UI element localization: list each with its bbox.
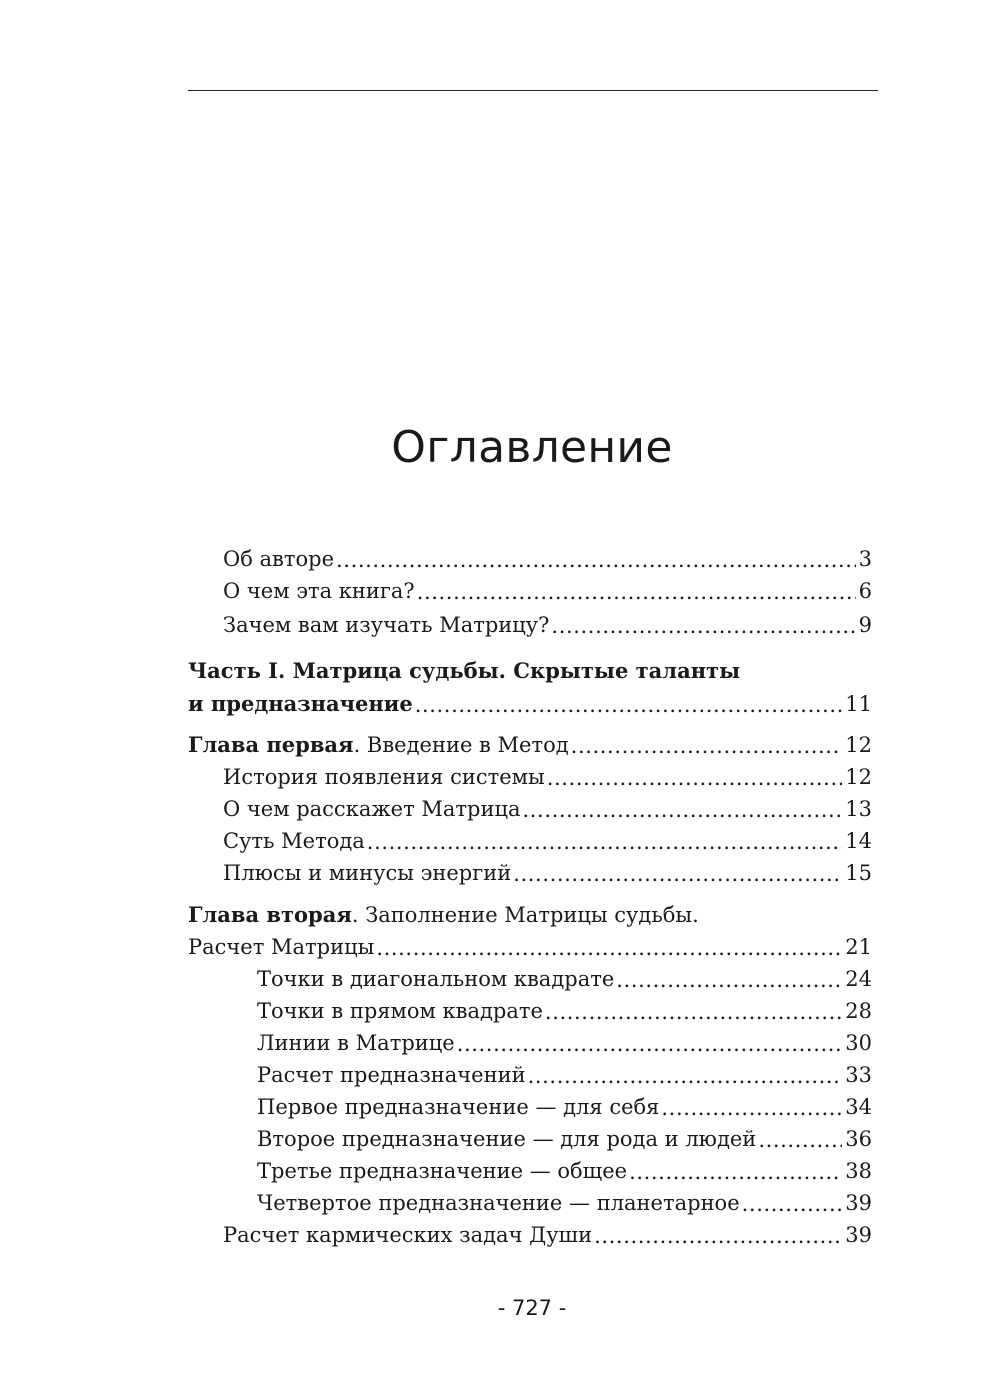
- toc-entry-label: Суть Метода: [223, 829, 365, 853]
- toc-page-number: 30: [845, 1031, 872, 1055]
- toc-part-heading[interactable]: Часть I. Матрица судьбы. Скрытые таланты: [188, 658, 741, 683]
- toc-entry[interactable]: [257, 1029, 872, 1057]
- toc-entry-label: О чем расскажет Матрица: [223, 797, 521, 821]
- page-number-footer: - 727 -: [497, 1296, 567, 1320]
- chapter-title: . Заполнение Матрицы судьбы.: [351, 903, 699, 927]
- toc-entry[interactable]: [257, 1093, 872, 1121]
- toc-part-heading-line2: и предназначение: [188, 691, 413, 716]
- toc-page-number: 11: [845, 692, 872, 716]
- dot-leader: [551, 612, 855, 640]
- toc-entry-label: Первое предназначение — для себя: [257, 1095, 660, 1119]
- chapter-number: Глава вторая: [188, 902, 352, 927]
- toc-entry[interactable]: [257, 1125, 872, 1153]
- dot-leader: [547, 764, 843, 792]
- toc-page-number: 13: [845, 797, 872, 821]
- toc-page-number: 15: [845, 861, 872, 885]
- dot-leader: [629, 1158, 842, 1186]
- toc-entry-part1[interactable]: [188, 690, 872, 718]
- toc-chapter-heading[interactable]: [188, 901, 699, 929]
- chapter-title: . Введение в Метод: [353, 733, 569, 757]
- toc-page-number: 39: [845, 1223, 872, 1247]
- toc-entry-label: Об авторе: [223, 547, 335, 571]
- toc-entry-chapter1[interactable]: [188, 731, 872, 759]
- toc-entry[interactable]: [257, 1061, 872, 1089]
- toc-page-number: 9: [858, 613, 872, 637]
- dot-leader: [417, 578, 856, 606]
- dot-leader: [545, 998, 842, 1026]
- toc-entry-label: Расчет Матрицы: [188, 935, 375, 959]
- toc-page-number: 38: [845, 1159, 872, 1183]
- dot-leader: [528, 1062, 843, 1090]
- page-title: Оглавление: [391, 422, 673, 473]
- dot-leader: [742, 1190, 843, 1218]
- toc-entry-about-author[interactable]: [223, 545, 872, 573]
- toc-entry-label: Второе предназначение — для рода и людей: [257, 1127, 757, 1151]
- dot-leader: [571, 732, 843, 760]
- toc-page-number: 3: [858, 547, 872, 571]
- dot-leader: [616, 966, 842, 994]
- toc-entry[interactable]: [223, 1221, 872, 1249]
- toc-entry-label: Зачем вам изучать Матрицу?: [223, 613, 550, 637]
- chapter-number: Глава первая: [188, 732, 354, 757]
- dot-leader: [523, 796, 843, 824]
- toc-entry-label: Плюсы и минусы энергий: [223, 861, 512, 885]
- toc-page-number: 39: [845, 1191, 872, 1215]
- toc-entry-label: Четвертое предназначение — планетарное: [257, 1191, 740, 1215]
- toc-entry-label: Точки в прямом квадрате: [257, 999, 543, 1023]
- toc-page-number: 14: [845, 829, 872, 853]
- toc-page-number: 33: [845, 1063, 872, 1087]
- toc-chapter-heading: [188, 731, 569, 759]
- dot-leader: [336, 546, 856, 574]
- dot-leader: [758, 1126, 842, 1154]
- toc-entry-label: Точки в диагональном квадрате: [257, 967, 615, 991]
- toc-entry-label: О чем эта книга?: [223, 579, 415, 603]
- toc-entry-label: История появления системы: [223, 765, 545, 789]
- toc-entry[interactable]: [257, 997, 872, 1025]
- toc-page-number: 21: [845, 935, 872, 959]
- toc-entry-label: Линии в Матрице: [257, 1031, 455, 1055]
- toc-page-number: 6: [858, 579, 872, 603]
- toc-entry-label: Расчет предназначений: [257, 1063, 526, 1087]
- toc-entry-about-book[interactable]: [223, 577, 872, 605]
- toc-entry-label: Расчет кармических задач Души: [223, 1223, 593, 1247]
- toc-page-number: 28: [845, 999, 872, 1023]
- dot-leader: [661, 1094, 842, 1122]
- toc-entry-chapter2[interactable]: [188, 933, 872, 961]
- toc-entry[interactable]: [257, 965, 872, 993]
- toc-page-number: 12: [845, 765, 872, 789]
- toc-entry[interactable]: [257, 1189, 872, 1217]
- toc-entry[interactable]: [223, 795, 872, 823]
- dot-leader: [415, 691, 843, 719]
- toc-entry[interactable]: [223, 859, 872, 887]
- toc-entry[interactable]: [257, 1157, 872, 1185]
- dot-leader: [594, 1222, 842, 1250]
- toc-page-number: 24: [845, 967, 872, 991]
- dot-leader: [367, 828, 842, 856]
- toc-entry-label: Третье предназначение — общее: [257, 1159, 628, 1183]
- toc-page-number: 36: [845, 1127, 872, 1151]
- dot-leader: [376, 934, 842, 962]
- toc-page-number: 12: [845, 733, 872, 757]
- toc-page-number: 34: [845, 1095, 872, 1119]
- toc-entry[interactable]: [223, 827, 872, 855]
- dot-leader: [513, 860, 842, 888]
- toc-entry[interactable]: [223, 763, 872, 791]
- toc-entry-why-study[interactable]: [223, 611, 872, 639]
- dot-leader: [457, 1030, 843, 1058]
